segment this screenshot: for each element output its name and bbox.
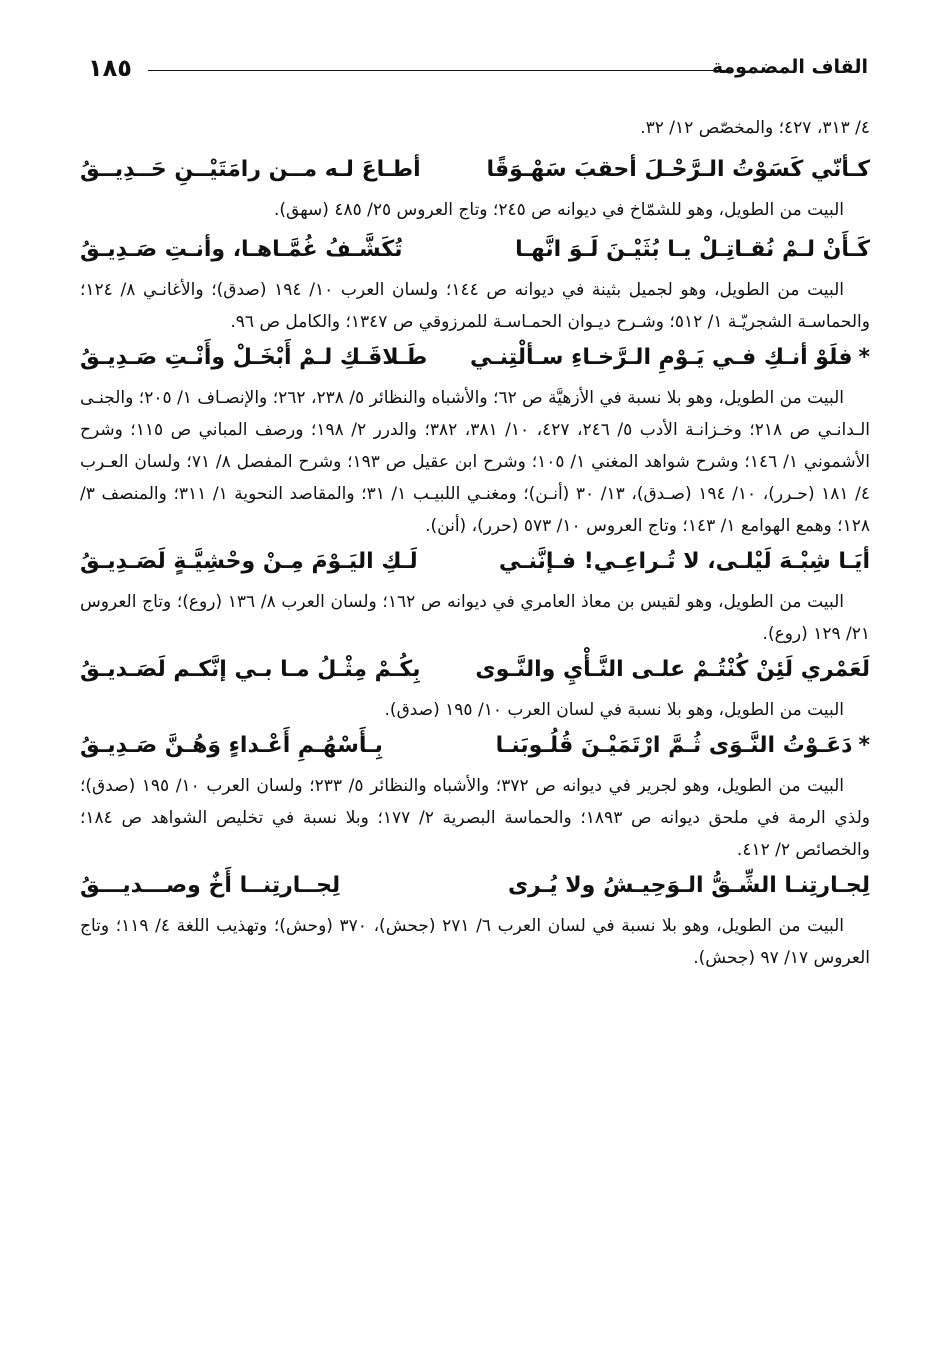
- verse-entry-7: [80, 866, 870, 974]
- page-number: ١٨٥: [88, 54, 132, 82]
- first-hemistich: لَعَمْري لَئِنْ كُنْتُـمْ علـى النَّـأْيِ والنَّـوى: [475, 657, 870, 682]
- first-hemistich: أيَـا شِبْـهَ لَيْلـى، لا تُـراعِـي! فـإنَّنـي: [498, 549, 870, 574]
- verse-line: [80, 542, 870, 586]
- verse-note: البيت من الطويل، وهو بلا نسبة في لسان العرب ٦/ ٢٧١ (جحش)، ٣٧٠ (وحش)؛ وتهذيب اللغة ٤/ ١١٩؛ وتاج العروس ١٧/ ٩٧ (جحش).: [80, 916, 870, 968]
- verse-line: [80, 650, 870, 694]
- second-hemistich: بِـأَسْهُـمِ أَعْـداءٍ وَهُـنَّ صَـدِيـقُ: [80, 733, 383, 758]
- verse-line: [80, 726, 870, 770]
- verse-note: البيت من الطويل، وهو بلا نسبة في الأزهيَّة ص ٦٢؛ والأشباه والنظائر ٥/ ٢٣٨، ٢٦٢؛ والإنصـاف ١/ ٢٠٥؛ والجنـى الـدانـي ص ٢١٨؛ وخـزانـة الأدب ٥/ ٢٤٦، ٤٢٧، ١٠/ ٣٨١، ٣٨٢؛ والدرر ٢/ ١٩٨؛ ورصف المباني ص ١١٥؛ وشرح الأشموني ١/ ١٤٦؛ وشرح شواهد المغني ١/ ١٠٥؛ وشرح ابن عقيل ص ١٩٣؛ وشرح المفصل ٨/ ٧١؛ ولسان العـرب ٤/ ١٨١ (حـرر)، ١٠/ ١٩٤ (صـدق)، ١٣/ ٣٠ (أنـن)؛ ومغنـي اللبيـب ١/ ٣١؛ والمقاصد النحوية ١/ ٣١١؛ والمنصف ٣/ ١٢٨؛ وهمع الهوامع ١/ ١٤٣؛ وتاج العروس ١٠/ ٥٧٣ (حرر)، (أنن).: [80, 388, 871, 536]
- second-hemistich: بِكُـمْ مِثْـلُ مـا بـي إنَّكـم لَصَـديـقُ: [80, 657, 421, 682]
- star-marker: *: [858, 733, 870, 758]
- verse-note: البيت من الطويل، وهو بلا نسبة في لسان العرب ١٠/ ١٩٥ (صدق).: [384, 700, 844, 720]
- verse-line: [80, 150, 870, 194]
- first-hemistich: *دَعَـوْتُ النَّـوَى ثُـمَّ ارْتَمَيْـنَ قُلُـوبَنـا: [495, 733, 870, 758]
- second-hemistich: لَـكِ اليَـوْمَ مِـنْ وحْشِيَّـةٍ لَصَـدِيـقُ: [80, 549, 418, 574]
- star-marker: *: [858, 345, 870, 370]
- verse-line: [80, 866, 870, 910]
- verse-note: البيت من الطويل، وهو لجميل بثينة في ديوانه ص ١٤٤؛ ولسان العرب ١٠/ ١٩٤ (صدق)؛ والأغانـي ٨/ ١٢٤؛ والحماسـة الشجريّـة ١/ ٥١٢؛ وشـرح ديـوان الحمـاسـة للمرزوقي ص ١٣٤٧؛ والكامل ص ٩٦.: [80, 280, 870, 332]
- verse-entry-5: [80, 650, 870, 726]
- verse-line: [80, 338, 870, 382]
- verse-note: البيت من الطويل، وهو لقيس بن معاذ العامري في ديوانه ص ١٦٢؛ ولسان العرب ٨/ ١٣٦ (روع)؛ وتاج العروس ٢١/ ١٢٩ (روع).: [80, 592, 870, 644]
- first-hemistich: كـأنّي كَسَوْتُ الـرَّحْـلَ أحقبَ سَهْـوَقًا: [486, 157, 870, 182]
- verse-entry-1: [80, 150, 870, 226]
- verse-note: البيت من الطويل، وهو للشمّاخ في ديوانه ص ٢٤٥؛ وتاج العروس ٢٥/ ٤٨٥ (سهق).: [274, 200, 844, 220]
- first-hemistich: لِجـارتِنـا الشِّـقُّ الـوَحِيـشُ ولا يُـرى: [507, 873, 870, 898]
- running-title: القاف المضمومة: [711, 56, 868, 78]
- first-hemistich: كَـأَنْ لـمْ نُقـاتِـلْ يـا بُثَيْـنَ لَـوَ انَّهـا: [515, 237, 870, 262]
- second-hemistich: طَـلاقَـكِ لـمْ أَبْخَـلْ وأَنْـتِ صَـدِيـقُ: [80, 345, 428, 370]
- second-hemistich: أطـاعَ لـه مــن رامَتَيْــنِ حَــدِيــقُ: [80, 157, 421, 182]
- verse-entry-2: [80, 230, 870, 338]
- verse-note: البيت من الطويل، وهو لجرير في ديوانه ص ٣٧٢؛ والأشباه والنظائر ٥/ ٢٣٣؛ ولسان العرب ١٠/ ١٩٥ (صدق)؛ ولذي الرمة في ملحق ديوانه ص ١٨٩٣؛ والحماسة البصرية ٢/ ١٧٧؛ وبلا نسبة في تخليص الشواهد ص ١٨٤؛ والخصائص ٢/ ٤١٢.: [80, 776, 870, 860]
- second-hemistich: لِجــارتِنــا أَخٌ وصـــديـــقُ: [80, 873, 341, 898]
- continued-references: ٤/ ٣١٣، ٤٢٧؛ والمخصّص ١٢/ ٣٢.: [640, 118, 870, 138]
- second-hemistich: تُكَشَّـفُ غُمَّـاهـا، وأنـتِ صَـدِيـقُ: [80, 237, 403, 262]
- header-rule: [148, 70, 733, 71]
- verse-entry-4: [80, 542, 870, 650]
- verse-line: [80, 230, 870, 274]
- verse-entry-6: [80, 726, 870, 866]
- page-content: [80, 112, 870, 974]
- verse-entry-3: [80, 338, 870, 542]
- first-hemistich: *فلَوْ أنـكِ فـي يَـوْمِ الـرَّخـاءِ سـألْتِنـي: [470, 345, 870, 370]
- page-header: [88, 54, 868, 88]
